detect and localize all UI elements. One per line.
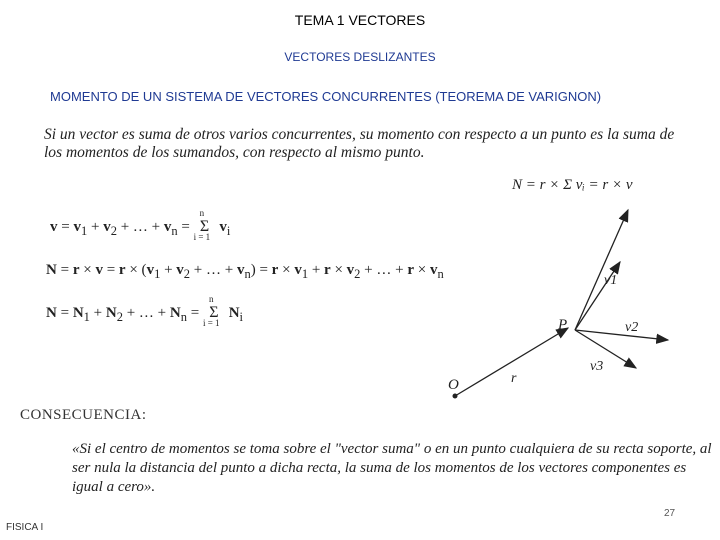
equation-sum-vectors: $v = v_1 + v_2$ + … + $v_n$ = n Σ i = 1 $v_i$: [50, 208, 231, 242]
vector-v3-label: v3: [590, 359, 604, 374]
page-number: 27: [664, 508, 676, 519]
summation-symbol: n Σ i = 1: [193, 208, 211, 242]
equation-moment-sum: $N = N_1 + N_2$ + … + $N_n$ = n Σ i = 1 $N_i$: [46, 294, 244, 328]
intro-paragraph: Si un vector es suma de otros varios concurrentes, su momento con respecto a un punto es la suma de los momentos de los sumandos, con respecto al mismo punto.: [44, 126, 675, 161]
consequence-label: CONSECUENCIA:: [20, 407, 147, 423]
vector-v-arrow: [575, 210, 628, 330]
consequence-text: «Si el centro de momentos se toma sobre el "vector suma" o en un punto cualquiera de su recta soporte, al ser nula la distancia del punto a dicha recta, la suma de los momentos de los vectores componentes es igual a cero».: [72, 441, 712, 495]
page-subtitle: VECTORES DESLIZANTES: [284, 50, 436, 64]
section-heading: MOMENTO DE UN SISTEMA DE VECTORES CONCURRENTES (TEOREMA DE VARIGNON): [50, 89, 602, 104]
page-title: TEMA 1 VECTORES: [294, 12, 426, 28]
equation-moment-expansion: $N = r \times v = r \times (v_1 + v_2$ + … + $v_n) = r \times v_1 + r \times v_2$ + … + $r \times v_n$: [46, 262, 444, 281]
vector-v1-label: v1: [604, 273, 618, 288]
diagram-formula: N = r × Σ vᵢ = r × v: [512, 177, 633, 193]
vector-r-label: r: [511, 371, 517, 386]
footer-course: FISICA I: [6, 522, 44, 533]
summation-symbol: n Σ i = 1: [202, 294, 220, 328]
point-o-label: O: [448, 377, 459, 393]
vector-v2-label: v2: [625, 320, 639, 335]
point-p-label: P: [558, 317, 568, 333]
